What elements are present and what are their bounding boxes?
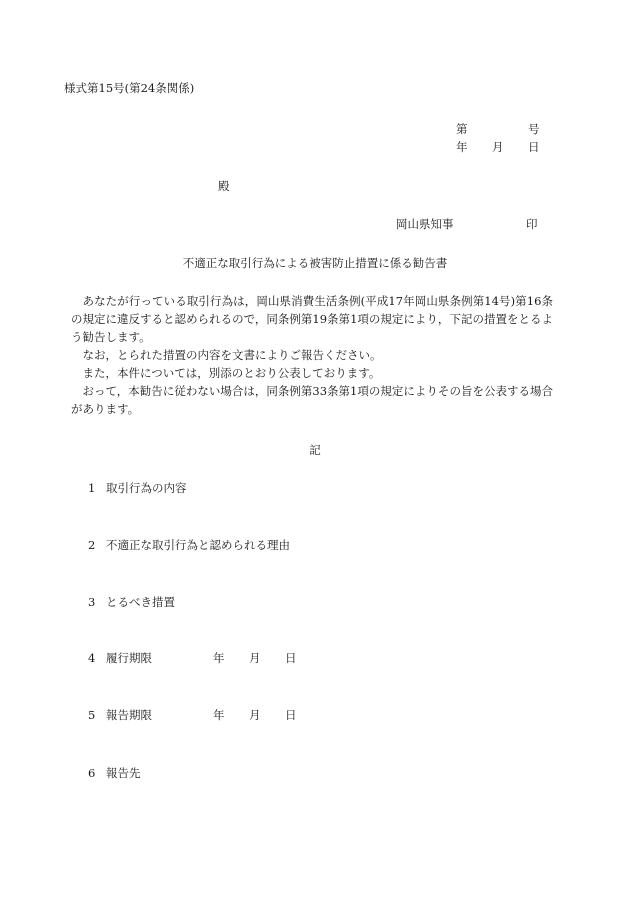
report-deadline-day: 日 bbox=[285, 708, 297, 722]
item-number: 1 bbox=[88, 481, 96, 495]
issue-date-year: 年 bbox=[456, 140, 468, 154]
item-number: 6 bbox=[88, 766, 96, 780]
seal-mark: 印 bbox=[526, 217, 538, 231]
document-title: 不適正な取引行為による被害防止措置に係る勧告書 bbox=[182, 256, 448, 270]
body-paragraph-warning: おって，本勧告に従わない場合は，同条例第33条第1項の規定によりその旨を公表する場合があります。 bbox=[71, 384, 553, 416]
performance-deadline-day: 日 bbox=[285, 651, 297, 665]
issue-date-day: 日 bbox=[528, 140, 540, 154]
item-label: 履行期限 bbox=[106, 651, 152, 665]
body-paragraph-publication: また，本件については，別添のとおり公表しております。 bbox=[82, 366, 381, 380]
recommendation-body bbox=[71, 292, 553, 418]
item-number: 3 bbox=[88, 595, 96, 609]
ki-heading: 記 bbox=[309, 443, 321, 457]
report-deadline-month: 月 bbox=[249, 708, 261, 722]
body-paragraph-main: あなたが行っている取引行為は，岡山県消費生活条例(平成17年岡山県条例第14号)第16条の規定に違反すると認められるので，同条例第19条第1項の規定により，下記の措置をとるよう勧告します。 bbox=[71, 294, 553, 344]
document-number-prefix: 第 bbox=[456, 122, 468, 136]
list-item bbox=[88, 710, 152, 722]
item-number: 4 bbox=[88, 651, 96, 665]
item-label: 報告先 bbox=[106, 766, 141, 780]
list-item bbox=[88, 483, 187, 495]
list-item bbox=[88, 540, 290, 552]
form-number: 様式第15号(第24条関係) bbox=[64, 81, 195, 95]
issuer-name: 岡山県知事 bbox=[396, 217, 454, 231]
performance-deadline-year: 年 bbox=[213, 651, 225, 665]
body-paragraph-report: なお，とられた措置の内容を文書によりご報告ください。 bbox=[82, 348, 382, 362]
list-item bbox=[88, 597, 175, 609]
list-item bbox=[88, 768, 141, 780]
item-label: とるべき措置 bbox=[106, 595, 175, 609]
item-label: 不適正な取引行為と認められる理由 bbox=[106, 538, 290, 552]
list-item bbox=[88, 653, 152, 665]
report-deadline-year: 年 bbox=[213, 708, 225, 722]
item-label: 報告期限 bbox=[106, 708, 152, 722]
item-label: 取引行為の内容 bbox=[106, 481, 187, 495]
addressee-honorific: 殿 bbox=[218, 179, 230, 193]
performance-deadline-month: 月 bbox=[249, 651, 261, 665]
document-number-suffix: 号 bbox=[528, 122, 540, 136]
item-number: 5 bbox=[88, 708, 96, 722]
issue-date-month: 月 bbox=[492, 140, 504, 154]
item-number: 2 bbox=[88, 538, 96, 552]
